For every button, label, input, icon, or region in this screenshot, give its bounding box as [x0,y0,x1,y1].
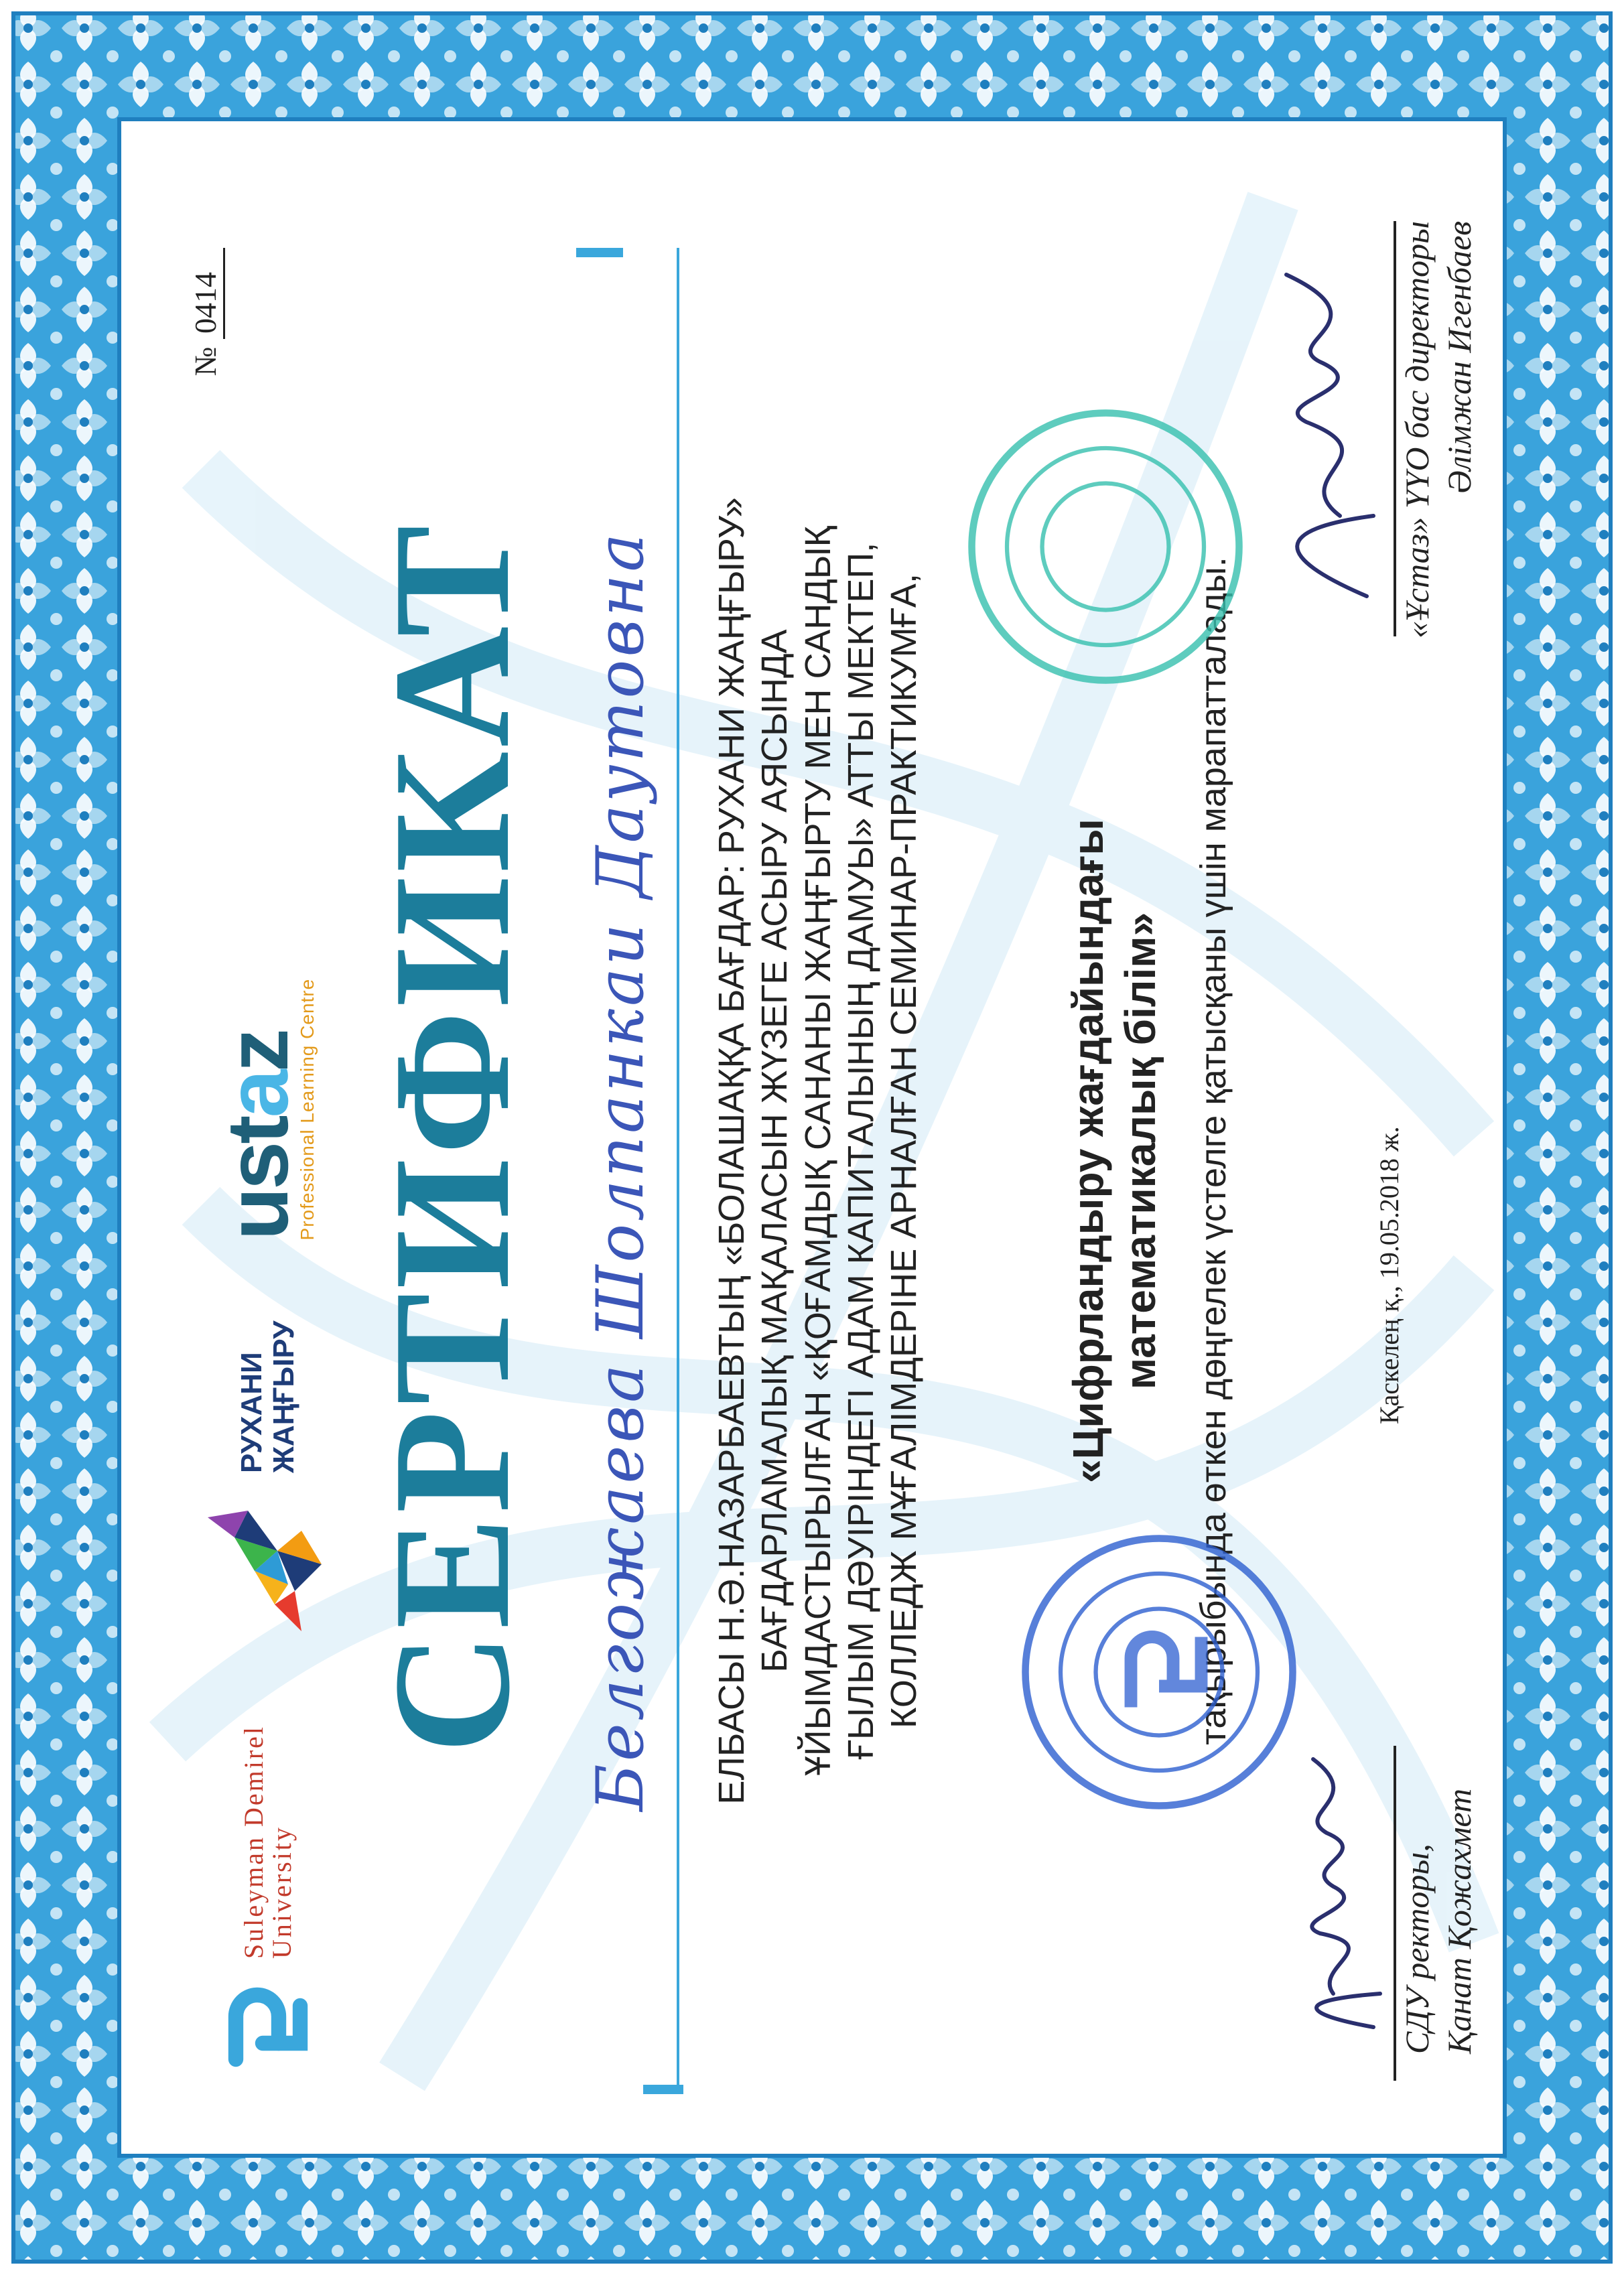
ustaz-word-b: a [208,1072,306,1118]
certificate-title: СЕРТИФИКАТ [359,521,545,1754]
serial-value: 0414 [188,248,225,339]
body-line: КОЛЛЕДЖ МҰҒАЛІМДЕРІНЕ АРНАЛҒАН СЕМИНАР-ПРАКТИКУМҒА, [884,573,924,1728]
name-bar-right [576,248,623,257]
left-signatory [1280,1732,1480,2081]
topic-line: математикалық білім» [1116,912,1165,1390]
sdu-logo [214,1725,322,2081]
left-signatory-name: Қанат Қожахмет [1440,1788,1478,2054]
certificate-body-text [710,221,925,2081]
left-signatory-title: СДУ ректоры, [1398,1844,1436,2054]
sdu-logo-line2: University [267,1825,297,1959]
topic-line: «Цифрландыру жағдайындағы [1064,819,1112,1483]
body-line: ЕЛБАСЫ Н.Ә.НАЗАРБАЕВТЫҢ «БОЛАШАҚҚА БАҒДАР: РУХАНИ ЖАҢҒЫРУ» [712,497,752,1805]
serial-prefix: № [188,346,222,376]
serial-number [188,248,225,376]
recipient-name-row [569,248,683,2094]
name-underline [677,248,679,2094]
right-signatory-name: Әлімжан Игенбаев [1440,221,1478,494]
right-signatory [1280,221,1480,650]
ruhani-line2: ЖАҢҒЫРУ [267,1320,300,1473]
city-date: Қаскелең қ., 19.05.2018 ж. [1374,1126,1404,1424]
award-text: тақырыбында өткен дөңгелек үстелге қатысқаны үшін марапатталады. [1193,557,1233,1745]
sdu-logo-line1: Suleyman Demirel [239,1724,269,1959]
ustaz-logo-icon [208,979,306,1241]
ruhani-bird-icon [194,1484,342,1645]
ustaz-word-a: ust [208,1117,306,1241]
logo-row [174,502,362,2081]
right-signature [1260,261,1407,610]
certificate-body [167,167,1478,2108]
sdu-logo-icon [214,1974,322,2081]
right-signatory-title: «Ұстаз» ҮҮО бас директоры [1398,221,1436,638]
ruhani-logo [194,1320,342,1644]
ruhani-line1: РУХАНИ [234,1352,268,1473]
sdu-stamp [1018,1531,1300,1813]
recipient-name: Белгожаева Шолпанкаи Даутовна [583,531,658,1811]
ustaz-logo [208,978,318,1241]
ustaz-subtitle: Professional Learning Centre [296,978,318,1241]
body-line: ҒЫЛЫМ ДӘУІРІНДЕГІ АДАМ КАПИТАЛЫНЫҢ ДАМУЫ» АТТЫ МЕКТЕП, [840,542,881,1760]
body-line: ҰЙЫМДАСТЫРЫЛҒАН «ҚОҒАМДЫҚ САНАНЫ ЖАҢҒЫРТУ МЕН САНДЫҚ [797,525,838,1777]
ustaz-stamp [965,406,1246,687]
ustaz-word-c: z [208,1031,306,1073]
body-line: БАҒДАРЛАМАЛЫҚ МАҚАЛАСЫН ЖҮЗЕГЕ АСЫРУ АЯСЫНДА [754,629,795,1673]
